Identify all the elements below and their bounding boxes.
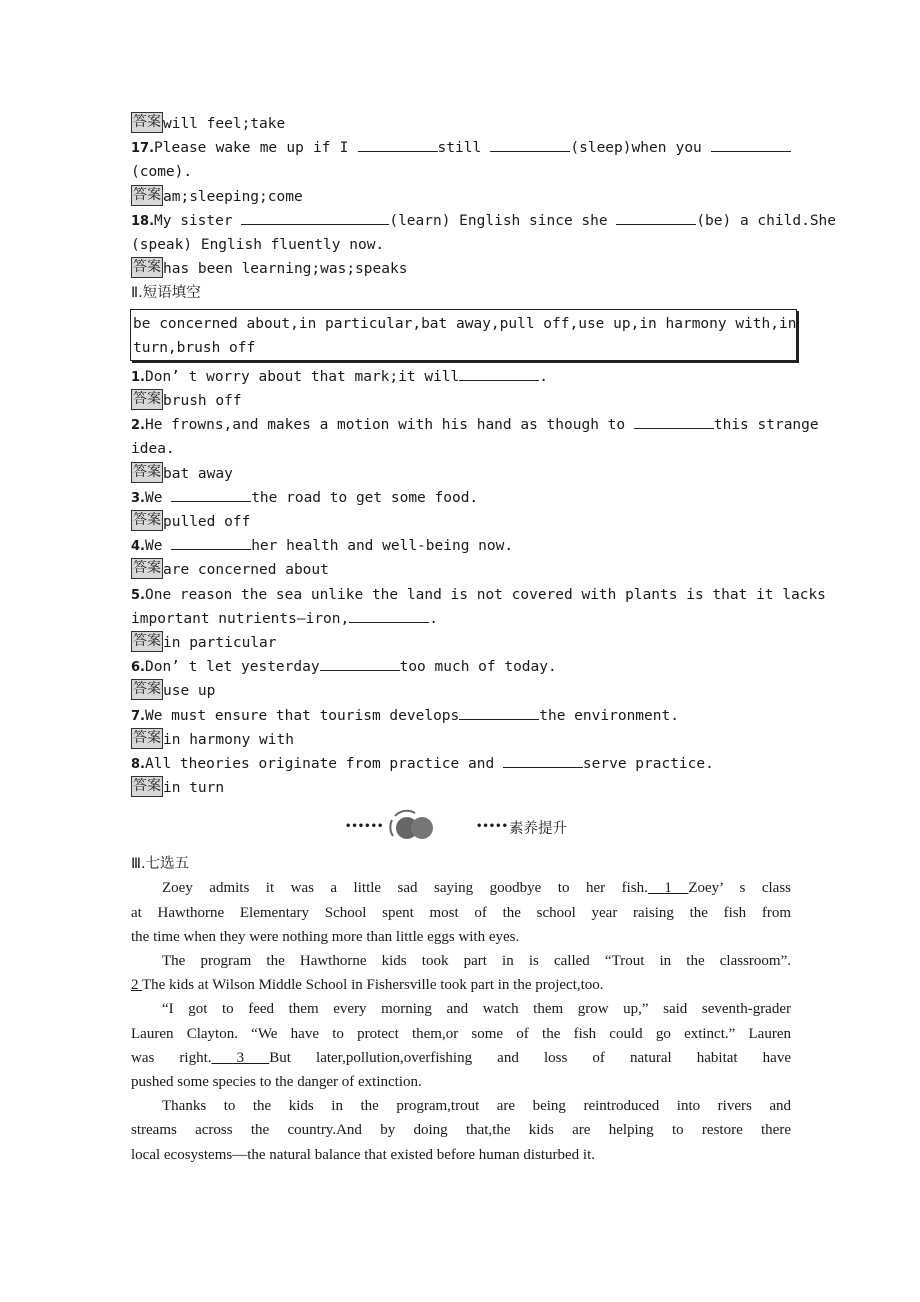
answer-text: brush off bbox=[163, 393, 242, 410]
answer-text: in turn bbox=[163, 780, 225, 797]
answer-line bbox=[131, 462, 791, 486]
passage-text: Zoey’ s class bbox=[688, 880, 791, 897]
phrase-item-6 bbox=[131, 655, 791, 679]
phrase-item-1 bbox=[131, 365, 791, 389]
phrase-item-2-cont bbox=[131, 437, 791, 461]
passage-line: the time when they were nothing more than little eggs with eyes. bbox=[131, 928, 520, 945]
blank bbox=[320, 656, 400, 671]
question-text: We must ensure that tourism develops bbox=[144, 707, 460, 724]
worksheet-page bbox=[131, 112, 837, 1167]
answer-text: am;sleeping;come bbox=[163, 188, 303, 205]
banner-title: 素养提升 bbox=[509, 821, 567, 838]
question-number: 5. bbox=[131, 587, 145, 603]
question-number: 18. bbox=[131, 213, 155, 229]
answer-text: has been learning;was;speaks bbox=[163, 261, 408, 278]
banner-dots-right: ••••• bbox=[476, 821, 508, 833]
passage-line bbox=[131, 1046, 791, 1070]
answer-badge: 答案 bbox=[131, 185, 163, 206]
question-number: 4. bbox=[131, 539, 145, 555]
question-number: 7. bbox=[131, 708, 145, 724]
blank bbox=[459, 705, 539, 720]
answer-text: use up bbox=[163, 683, 216, 700]
blank bbox=[711, 137, 791, 152]
phrase-item-7 bbox=[131, 704, 791, 728]
question-number: 3. bbox=[131, 490, 145, 506]
answer-badge: 答案 bbox=[131, 257, 163, 278]
question-text: her health and well-being now. bbox=[251, 538, 514, 555]
answer-text: are concerned about bbox=[163, 562, 329, 579]
blank bbox=[459, 366, 539, 381]
answer-text: will feel;take bbox=[163, 116, 286, 132]
question-number: 8. bbox=[131, 756, 145, 772]
passage-line: Thanks to the kids in the program,trout are being reintroduced into rivers and bbox=[162, 1098, 791, 1115]
exercise-18-cont bbox=[131, 233, 791, 257]
question-text: All theories originate from practice and bbox=[144, 755, 503, 772]
blank bbox=[358, 137, 438, 152]
answer-line bbox=[131, 257, 791, 281]
passage-line bbox=[131, 876, 791, 900]
answer-line bbox=[131, 558, 791, 582]
answer-text: pulled off bbox=[163, 514, 251, 530]
answer-line bbox=[131, 776, 791, 800]
answer-badge: 答案 bbox=[131, 510, 163, 531]
blank-number: 3 bbox=[211, 1049, 270, 1066]
answer-badge: 答案 bbox=[131, 389, 163, 410]
passage-line: local ecosystems—the natural balance that existed before human disturbed it. bbox=[131, 1146, 596, 1163]
blank bbox=[616, 210, 696, 225]
blank bbox=[503, 753, 583, 768]
question-text: serve practice. bbox=[582, 755, 714, 772]
question-text: (come). bbox=[131, 164, 193, 181]
answer-line bbox=[131, 679, 791, 703]
answer-badge: 答案 bbox=[131, 679, 163, 700]
blank bbox=[634, 414, 714, 429]
blank bbox=[171, 535, 251, 550]
passage-text: The kids at Wilson Middle School in Fishersville took part in the project,too. bbox=[141, 977, 604, 994]
phrase-box-line: be concerned about,in particular,bat away,pull off,use up,in harmony with,in bbox=[133, 315, 797, 332]
phrase-item-2 bbox=[131, 413, 819, 437]
question-text: We bbox=[144, 489, 172, 506]
blank-number: 2 bbox=[131, 977, 142, 994]
question-number: 2. bbox=[131, 418, 145, 434]
question-text: important nutrients—iron, bbox=[131, 610, 350, 627]
exercise-18 bbox=[131, 209, 837, 233]
phrase-item-8 bbox=[131, 752, 791, 776]
passage-line: at Hawthorne Elementary School spent most of the school year raising the fish from bbox=[131, 904, 791, 921]
phrase-item-3 bbox=[131, 486, 791, 510]
answer-badge: 答案 bbox=[131, 462, 163, 483]
answer-line bbox=[131, 510, 791, 534]
answer-badge: 答案 bbox=[131, 558, 163, 579]
phrase-box bbox=[130, 309, 797, 361]
answer-text: bat away bbox=[163, 465, 233, 482]
passage-text: But later,pollution,overfishing and loss of natural habitat have bbox=[269, 1049, 791, 1066]
answer-badge: 答案 bbox=[131, 776, 163, 797]
blank-number: 1 bbox=[647, 880, 689, 897]
answer-line bbox=[131, 631, 791, 655]
passage-line: streams across the country.And by doing that,the kids are helping to restore there bbox=[131, 1122, 791, 1139]
answer-line bbox=[131, 728, 791, 752]
question-text: . bbox=[539, 368, 548, 385]
blank bbox=[171, 487, 251, 502]
passage-line: The program the Hawthorne kids took part in is called “Trout in the classroom”. bbox=[162, 953, 791, 969]
question-text: Please wake me up if I bbox=[154, 140, 358, 157]
question-text: Don’ t worry about that mark;it will bbox=[144, 368, 460, 385]
passage-text: Zoey admits it was a little sad saying goodbye to her fish. bbox=[162, 880, 648, 897]
blank bbox=[490, 137, 570, 152]
blank bbox=[349, 608, 429, 623]
passage bbox=[131, 876, 791, 1166]
question-text: (speak) English fluently now. bbox=[131, 236, 385, 253]
answer-badge: 答案 bbox=[131, 728, 163, 749]
question-text: the environment. bbox=[539, 707, 679, 724]
answer-line bbox=[131, 389, 791, 413]
question-text: (be) a child.She bbox=[696, 212, 837, 229]
question-text: too much of today. bbox=[399, 659, 557, 676]
exercise-17 bbox=[131, 136, 791, 160]
question-text: My sister bbox=[154, 212, 242, 229]
question-text: . bbox=[429, 610, 438, 627]
banner-dots-left: •••••• bbox=[345, 821, 384, 833]
section-heading: Ⅲ.七选五 bbox=[131, 856, 190, 873]
question-text: still bbox=[437, 140, 491, 157]
question-text: He frowns,and makes a motion with his hand as though to bbox=[144, 417, 634, 434]
question-text: We bbox=[144, 538, 172, 555]
passage-line: Lauren Clayton. “We have to protect them,or some of the fish could go extinct.” Lauren bbox=[131, 1025, 791, 1042]
question-text: (learn) English since she bbox=[389, 212, 617, 229]
question-text: Don’ t let yesterday bbox=[144, 659, 320, 676]
passage-line: “I got to feed them every morning and watch them grow up,” said seventh-grader bbox=[162, 1001, 791, 1018]
question-number: 6. bbox=[131, 660, 145, 676]
passage-line: pushed some species to the danger of extinction. bbox=[131, 1073, 422, 1090]
question-text: One reason the sea unlike the land is not covered with plants is that it lacks bbox=[144, 586, 826, 603]
section-heading: Ⅱ.短语填空 bbox=[131, 285, 201, 302]
exercise-17-cont bbox=[131, 160, 791, 184]
passage-line bbox=[131, 973, 791, 997]
answer-line bbox=[131, 185, 791, 209]
answer-text: in harmony with bbox=[163, 731, 294, 748]
banner-circles-icon bbox=[385, 810, 441, 842]
answer-text: in particular bbox=[163, 634, 277, 651]
question-number: 1. bbox=[131, 369, 145, 385]
passage-text: was right. bbox=[131, 1049, 212, 1066]
phrase-box-line: turn,brush off bbox=[133, 339, 256, 356]
section-banner bbox=[131, 804, 791, 852]
question-number: 17. bbox=[131, 141, 155, 157]
answer-badge: 答案 bbox=[131, 112, 163, 133]
question-text: idea. bbox=[131, 441, 175, 458]
answer-line bbox=[131, 112, 791, 136]
phrase-item-5-cont bbox=[131, 607, 791, 631]
answer-badge: 答案 bbox=[131, 631, 163, 652]
question-text: (sleep)when you bbox=[570, 140, 711, 157]
blank bbox=[241, 210, 389, 225]
phrase-item-5 bbox=[131, 583, 826, 607]
question-text: the road to get some food. bbox=[251, 489, 479, 506]
phrase-item-4 bbox=[131, 534, 791, 558]
question-text: this strange bbox=[713, 417, 819, 434]
